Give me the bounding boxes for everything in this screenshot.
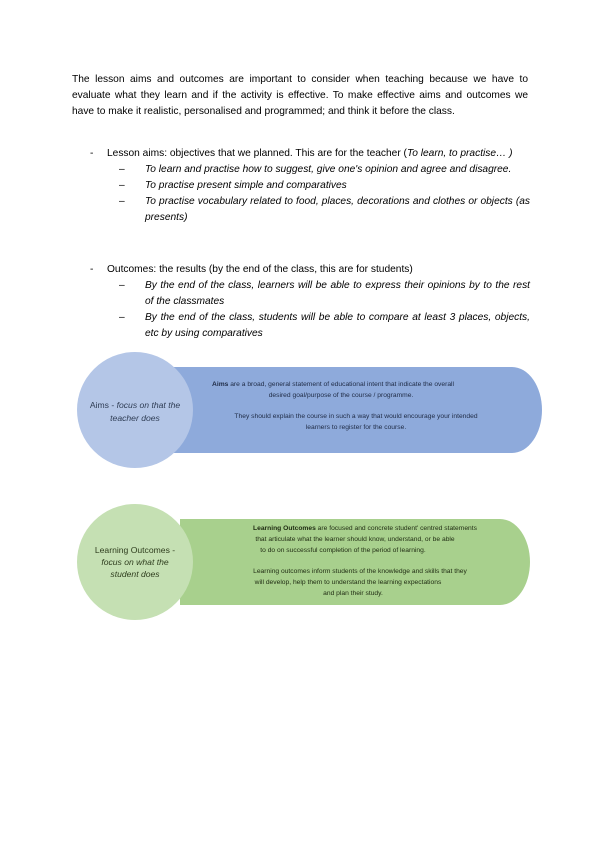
aims-example: To learn, to practise… ) [406, 148, 513, 159]
aims-definition: Lesson aims: objectives that we planned. This are for the teacher (To learn, to practise… ) [107, 148, 513, 159]
outcomes-sub-item: – By the end of the class, learners will be able to express their opinions by to the rest of the classmates [119, 280, 530, 307]
outcomes-box-line3: to do on successful completion of the period of learning. [260, 547, 426, 554]
aims-sub-item: – To practise present simple and comparatives [119, 180, 347, 191]
intro-paragraph: The lesson aims and outcomes are important to consider when teaching because we have to evaluate what they learn and if the activity is effective. To make effective aims and outcomes we have to make it realistic, personalised and programmed; and think it before the class. [72, 74, 528, 117]
outcomes-definition: Outcomes: the results (by the end of the class, this are for students) [107, 264, 413, 275]
aims-circle [77, 352, 193, 468]
bullet-dash: - [90, 264, 94, 275]
outcomes-sub-item: – By the end of the class, students will be able to compare at least 3 places, objects, etc by using comparatives [119, 312, 530, 339]
aims-box-line4: learners to register for the course. [305, 424, 407, 431]
outcomes-circle-label: Learning Outcomes - [94, 545, 176, 555]
outcomes-box-line5: will develop, help them to understand the learning expectations [254, 579, 442, 586]
aims-circle-label: Aims - focus on that the [89, 400, 181, 410]
aims-box-line2: desired goal/purpose of the course / programme. [268, 392, 414, 399]
aims-box-line1: Aims are a broad, general statement of educational intent that indicate the overall [212, 381, 455, 388]
aims-sub-item: – To learn and practise how to suggest, give one's opinion and agree and disagree. [119, 164, 512, 175]
aims-circle-label-line2: teacher does [110, 413, 160, 423]
outcomes-box-line1: Learning Outcomes are focused and concrete student' centred statements [253, 525, 477, 532]
bullet-dash: - [90, 148, 94, 159]
aims-sub-item: – To practise vocabulary related to food, places, decorations and clothes or objects (as presents) [119, 196, 530, 223]
outcomes-box-line4: Learning outcomes inform students of the knowledge and skills that they [253, 568, 467, 575]
outcomes-box-line2: that articulate what the learner should know, understand, or be able [255, 536, 455, 543]
aims-description-box [150, 367, 542, 453]
aims-box-line3: They should explain the course in such a way that would encourage your intended [234, 413, 478, 420]
outcomes-circle-label-line3: student does [110, 569, 160, 579]
outcomes-circle-label-line2: focus on what the [101, 557, 169, 567]
outcomes-box-line6: and plan their study. [323, 590, 383, 597]
